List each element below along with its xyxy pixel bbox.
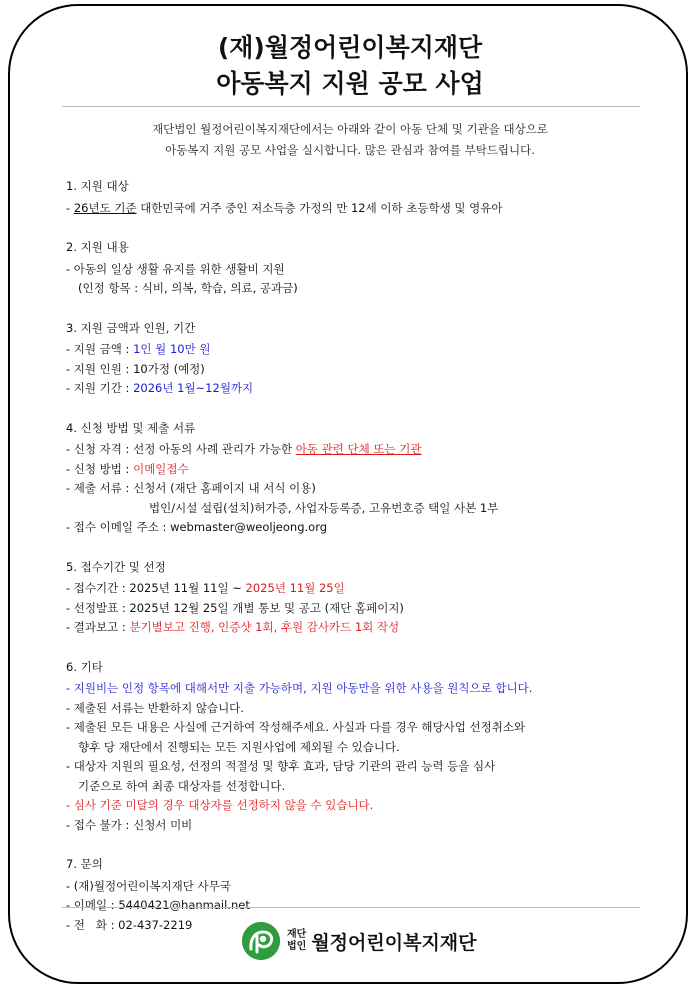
bullet: - <box>66 200 74 215</box>
amount-line <box>66 340 646 360</box>
reception-label: - 접수기간 : 2025년 11월 11일 ~ <box>66 581 246 595</box>
contact-office: - (재)월정어린이복지재단 사무국 <box>66 878 231 893</box>
email-address-line: - 접수 이메일 주소 : webmaster@weoljeong.org <box>66 520 328 534</box>
logo-foundation-name: 월정어린이복지재단 <box>311 931 477 954</box>
section-heading: 3. 지원 금액과 인원, 기간 <box>66 320 196 335</box>
headcount-line: - 지원 인원 : 10가정 (예정) <box>66 361 205 376</box>
target-year-underlined: 26년도 기준 <box>73 200 137 215</box>
section-application <box>66 419 646 538</box>
target-description: 대한민국에 거주 중인 저소득층 가정의 만 12세 이하 초등학생 및 영유아 <box>136 200 503 215</box>
amount-label: - 지원 금액 : <box>66 342 134 356</box>
amount-value: 1인 월 10만 원 <box>133 342 211 356</box>
intro-line-1: 재단법인 월정어린이복지재단에서는 아래와 같이 아동 단체 및 기관을 대상으로 <box>152 122 548 136</box>
section-heading: 2. 지원 내용 <box>66 240 129 254</box>
support-content-line: - 아동의 일상 생활 유지를 위한 생활비 지원 <box>66 261 285 276</box>
title-line-1: (재)월정어린이복지재단 <box>217 33 483 62</box>
section-heading: 7. 문의 <box>66 857 103 871</box>
section-heading: 4. 신청 방법 및 제출 서류 <box>66 420 196 435</box>
etc-line-8: - 접수 불가 : 신청서 미비 <box>66 817 193 832</box>
section-heading: 6. 기타 <box>66 659 103 674</box>
section-amount <box>66 319 646 399</box>
reception-deadline: 2025년 11월 25일 <box>245 581 345 595</box>
etc-line-1: - 지원비는 인정 항목에 대해서만 지출 가능하며, 지원 아동만을 위한 사용을 원칙으로 합니다. <box>66 681 533 695</box>
top-divider <box>62 106 640 107</box>
section-target <box>66 177 646 218</box>
announcement-line: - 선정발표 : 2025년 12월 25일 개별 통보 및 공고 (재단 홈페이지) <box>66 600 404 615</box>
target-line <box>66 199 646 219</box>
foundation-emblem-icon <box>242 922 280 960</box>
report-label: - 결과보고 : <box>66 620 130 634</box>
title-block <box>0 30 700 102</box>
notice-content <box>66 177 646 955</box>
documents-line-2: 법인/시설 설립(설치)허가증, 사업자등록증, 고유번호증 택일 사본 1부 <box>149 500 499 515</box>
intro-line-2: 아동복지 지원 공모 사업을 실시합니다. 많은 관심과 참여를 부탁드립니다. <box>165 143 535 157</box>
intro-text <box>0 119 700 161</box>
logo-small-2: 법인 <box>287 941 307 952</box>
etc-line-6: 기준으로 하여 최종 대상자를 선정합니다. <box>78 778 286 793</box>
foundation-logo <box>242 920 477 962</box>
bottom-divider <box>62 907 640 908</box>
report-line <box>66 618 646 638</box>
section-support-content <box>66 238 646 299</box>
section-heading: 5. 접수기간 및 선정 <box>66 559 166 574</box>
logo-small-1: 재단 <box>287 929 307 940</box>
support-items-line: (인정 항목 : 식비, 의복, 학습, 의료, 공과금) <box>78 281 298 295</box>
section-heading: 1. 지원 대상 <box>66 179 129 193</box>
reception-period-line <box>66 579 646 599</box>
method-line <box>66 460 646 480</box>
documents-line: - 제출 서류 : 신청서 (재단 홈페이지 내 서식 이용) <box>66 481 316 495</box>
emblem-mark-icon <box>242 922 280 960</box>
etc-line-3: - 제출된 모든 내용은 사실에 근거하여 작성해주세요. 사실과 다를 경우 해당사업 선정취소와 <box>66 720 526 734</box>
etc-line-5: - 대상자 지원의 필요성, 선정의 적절성 및 향후 효과, 담당 기관의 관리 능력 등을 심사 <box>66 759 496 773</box>
title-line-2: 아동복지 지원 공모 사업 <box>216 69 484 98</box>
eligibility-label: - 신청 자격 : 선정 아동의 사례 관리가 가능한 <box>66 442 296 456</box>
report-value: 분기별보고 진행, 인증샷 1회, 후원 감사카드 1회 작성 <box>129 620 400 634</box>
eligibility-value: 아동 관련 단체 또는 기관 <box>295 442 422 456</box>
section-etc <box>66 658 646 836</box>
etc-line-2: - 제출된 서류는 반환하지 않습니다. <box>66 700 244 715</box>
etc-line-4: 향후 당 재단에서 진행되는 모든 지원사업에 제외될 수 있습니다. <box>78 739 400 754</box>
contact-email: - 이메일 : 5440421@hanmail.net <box>66 898 250 912</box>
method-value: 이메일접수 <box>133 461 189 476</box>
logo-type-label <box>287 929 306 953</box>
etc-line-7: - 심사 기준 미달의 경우 대상자를 선정하지 않을 수 있습니다. <box>66 798 374 812</box>
period-label: - 지원 기간 : <box>66 381 134 395</box>
method-label: - 신청 방법 : <box>66 461 134 476</box>
period-value: 2026년 1월~12월까지 <box>133 381 254 395</box>
section-schedule <box>66 558 646 638</box>
period-line <box>66 379 646 399</box>
contact-phone: - 전 화 : 02-437-2219 <box>66 917 193 932</box>
eligibility-line <box>66 440 646 460</box>
